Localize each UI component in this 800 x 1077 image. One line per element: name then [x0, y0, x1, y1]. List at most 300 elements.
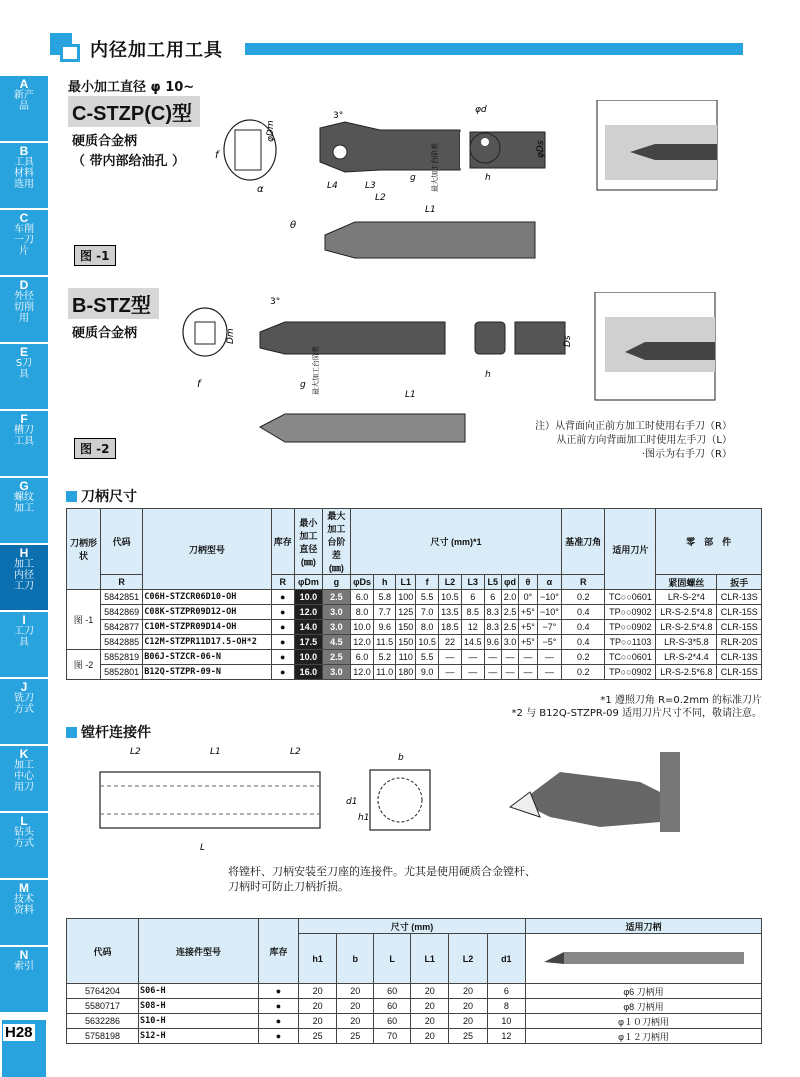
dim-cell: 5.8: [374, 590, 396, 605]
code-cell: 5764204: [67, 984, 139, 999]
th2-dim-col: L: [374, 934, 411, 984]
dim-cell: 20: [411, 984, 449, 999]
dim-cell: 7.0: [416, 605, 439, 620]
dim-cell: 12: [461, 620, 484, 635]
conn-l1-label: L1: [210, 747, 221, 757]
th-dims: 尺寸 (mm)*1: [350, 509, 561, 575]
dim-cell: 25: [337, 1029, 374, 1044]
dim-cell: 60: [374, 999, 411, 1014]
sidebar-tab-label: 新产品: [14, 90, 34, 112]
dim-cell: 10: [487, 1014, 525, 1029]
dim-cell: 150: [396, 635, 416, 650]
dim-cell: 150: [396, 620, 416, 635]
hand-notes: [535, 420, 732, 462]
dim-cell: 9.6: [374, 620, 396, 635]
insert-cell: TP○○1103: [605, 635, 656, 650]
dim-cell: 11.5: [374, 635, 396, 650]
ref-r-cell: 0.4: [562, 620, 605, 635]
ref-r-cell: 0.4: [562, 605, 605, 620]
th-screw: 紧固螺丝: [656, 575, 717, 590]
dim-cell: 8.0: [350, 605, 373, 620]
connector-caption: [228, 864, 536, 894]
code-cell: 5758198: [67, 1029, 139, 1044]
dim-cell: 20: [299, 1014, 337, 1029]
screw-cell: LR-S-2*4.4: [656, 650, 717, 665]
dim-cell: 5.5: [416, 590, 439, 605]
sidebar-tab-letter: J: [20, 680, 28, 694]
maxstep-cell: 3.0: [322, 605, 350, 620]
model-cell: S06-H: [139, 984, 259, 999]
stock-cell: ●: [259, 984, 299, 999]
dim-cell: 20: [337, 984, 374, 999]
th2-applicable: 适用刀柄: [526, 919, 762, 934]
maxstep-cell: 2.5: [322, 590, 350, 605]
page-title: 内径加工用工具: [90, 40, 223, 61]
th-code-r: R: [101, 575, 143, 590]
wrench-cell: CLR-15S: [717, 605, 762, 620]
model-cell: B06J-STZCR-06-N: [143, 650, 271, 665]
fig1-f-label: f: [215, 150, 219, 161]
th-ref-r: R: [562, 575, 605, 590]
dim-cell: —: [519, 650, 538, 665]
shape-cell: 图 -1: [67, 590, 101, 650]
fig1-ds-label: φDs: [536, 140, 546, 158]
applicable-cell: φ１０刀柄用: [526, 1014, 762, 1029]
wrench-cell: CLR-13S: [717, 590, 762, 605]
dim-cell: —: [537, 650, 561, 665]
fig1-dm-label: φDm: [266, 120, 276, 142]
th2-dim-col: h1: [299, 934, 337, 984]
header-square-outline-icon: [60, 44, 80, 62]
connector-title: 镗杆连接件: [81, 725, 151, 741]
dim-cell: 6.0: [350, 590, 373, 605]
mindia-cell: 12.0: [294, 605, 322, 620]
sidebar-tab-n[interactable]: [0, 947, 48, 1014]
fig2-g-label: g: [300, 380, 306, 390]
maxstep-cell: 3.0: [322, 665, 350, 680]
dim-cell: 8.5: [461, 605, 484, 620]
page-number: H28: [5, 1024, 33, 1041]
table-row: [67, 635, 762, 650]
model-cell: S08-H: [139, 999, 259, 1014]
sidebar-tab-letter: K: [19, 747, 29, 761]
fig1-l2-label: L2: [375, 193, 386, 203]
mindia-cell: 14.0: [294, 620, 322, 635]
dim-cell: +5°: [519, 605, 538, 620]
sidebar-tab-label: 技术资料: [14, 894, 34, 916]
dim-cell: 14.5: [461, 635, 484, 650]
table-row: [67, 620, 762, 635]
model-cell: B12Q-STZPR-09-N: [143, 665, 271, 680]
fig2-dm-label: Dm: [226, 328, 236, 344]
dim-cell: 20: [411, 1014, 449, 1029]
sidebar-tab-k[interactable]: [0, 746, 48, 813]
sidebar-tab-label: 钻头方式: [14, 827, 34, 849]
dim-cell: 5.5: [416, 650, 439, 665]
dim-cell: 6: [487, 984, 525, 999]
th-stock-r: R: [271, 575, 294, 590]
conn-l2-label: L2: [130, 747, 141, 757]
applicable-cell: φ6 刀柄用: [526, 984, 762, 999]
dim-cell: −5°: [537, 635, 561, 650]
dim-cell: 18.5: [439, 620, 462, 635]
bullet-square-icon: [66, 727, 77, 738]
insert-cell: TP○○0902: [605, 620, 656, 635]
dim-cell: 2.5: [501, 605, 518, 620]
dim-cell: 13.5: [439, 605, 462, 620]
sidebar-tab-letter: M: [19, 881, 29, 895]
insert-cell: TP○○0902: [605, 605, 656, 620]
sidebar-tab-label: 加工内径工刀: [14, 559, 34, 592]
dim-cell: 12: [487, 1029, 525, 1044]
dim-cell: 10.0: [350, 620, 373, 635]
stock-cell: ●: [259, 999, 299, 1014]
fig2-f-label: f: [197, 379, 201, 390]
ref-r-cell: 0.4: [562, 635, 605, 650]
dim-cell: —: [461, 650, 484, 665]
dim-cell: 20: [337, 1014, 374, 1029]
dim-cell: 110: [396, 650, 416, 665]
th2-dim-col: d1: [487, 934, 525, 984]
th2-dim-col: L2: [449, 934, 487, 984]
th2-model: 连接件型号: [139, 919, 259, 984]
fig1-d-label: φd: [475, 105, 487, 115]
dim-cell: 6.0: [350, 650, 373, 665]
stock-cell: ●: [271, 665, 294, 680]
dim-cell: 11.0: [374, 665, 396, 680]
code-cell: 5852819: [101, 650, 143, 665]
fig1-angle-label: 3°: [333, 111, 344, 121]
sidebar-tab-a[interactable]: [0, 76, 48, 143]
section2-desc: 硬质合金柄: [72, 326, 138, 341]
dim-cell: —: [501, 650, 518, 665]
sidebar-tab-letter: E: [19, 345, 28, 359]
th-ref: 基准刀角: [562, 509, 605, 575]
stock-cell: ●: [271, 650, 294, 665]
figure-tag-1: 图 -1: [74, 245, 116, 266]
boring-bar-icon: [534, 938, 754, 978]
th-dim-col: α: [537, 575, 561, 590]
dim-cell: +5°: [519, 620, 538, 635]
insert-cell: TC○○0601: [605, 590, 656, 605]
screw-cell: LR-S-2.5*4.8: [656, 605, 717, 620]
fig1-maxstep-label: 最大加工台阶差: [431, 143, 439, 192]
th2-dim-col: L1: [411, 934, 449, 984]
stock-cell: ●: [271, 635, 294, 650]
code-cell: 5842877: [101, 620, 143, 635]
th2-stock: 库存: [259, 919, 299, 984]
caption-line: 刀柄时可防止刀柄折损。: [228, 880, 349, 893]
cstzp-drawing: [205, 100, 780, 270]
dim-cell: −10°: [537, 605, 561, 620]
min-diameter-label: 最小加工直径 φ 10~: [68, 80, 195, 95]
table-row: [67, 590, 762, 605]
th2-code: 代码: [67, 919, 139, 984]
section1-desc: 硬质合金柄: [72, 134, 138, 149]
dim-cell: —: [484, 650, 501, 665]
section-title-cstzp: C-STZP(C)型: [68, 96, 200, 127]
connector-heading: [66, 722, 151, 742]
conn-l-label: L: [200, 843, 206, 853]
dim-cell: 20: [337, 999, 374, 1014]
dim-cell: 8.3: [484, 620, 501, 635]
dim-cell: —: [519, 665, 538, 680]
mindia-cell: 17.5: [294, 635, 322, 650]
maxstep-cell: 3.0: [322, 620, 350, 635]
dim-cell: —: [484, 665, 501, 680]
sidebar-tab-c[interactable]: [0, 210, 48, 277]
section-title-bstz: B-STZ型: [68, 288, 159, 319]
sidebar-tab-f[interactable]: [0, 411, 48, 478]
dim-cell: 60: [374, 984, 411, 999]
stock-cell: ●: [271, 590, 294, 605]
footnote-2: *2 与 B12Q-STZPR-09 适用刀片尺寸不同，敬请注意。: [511, 708, 762, 719]
dim-cell: 6: [484, 590, 501, 605]
screw-cell: LR-S-2.5*4.8: [656, 620, 717, 635]
code-cell: 5842869: [101, 605, 143, 620]
caption-line: 将镗杆、刀柄安装至刀座的连接件。尤其是使用硬质合金镗杆、: [228, 865, 536, 878]
dim-cell: 25: [299, 1029, 337, 1044]
fig1-g-label: g: [410, 173, 416, 183]
code-cell: 5580717: [67, 999, 139, 1014]
table-row: [67, 984, 762, 999]
dim-cell: —: [537, 665, 561, 680]
sidebar-tab-letter: N: [19, 948, 29, 962]
fig2-angle-label: 3°: [270, 297, 281, 307]
footnote-1: *1 遵照刀角 R=0.2mm 的标准刀片: [600, 695, 762, 706]
dim-cell: 20: [449, 1014, 487, 1029]
sidebar-tab-label: 铣刀方式: [14, 693, 34, 715]
note-line: ·图示为右手刀（R）: [641, 449, 732, 460]
th-dim-col: f: [416, 575, 439, 590]
dim-cell: 20: [411, 1029, 449, 1044]
sidebar-tab-letter: B: [19, 144, 29, 158]
sidebar-tab-label: 外径切削用: [14, 291, 34, 324]
th-dim-col: L3: [461, 575, 484, 590]
table-row: [67, 665, 762, 680]
th-parts: 零 部 件: [656, 509, 762, 575]
sidebar-tab-m[interactable]: [0, 880, 48, 947]
th-dim-col: h: [374, 575, 396, 590]
model-cell: S10-H: [139, 1014, 259, 1029]
dim-cell: 20: [299, 984, 337, 999]
dim-cell: 6: [461, 590, 484, 605]
th-dim-col: L1: [396, 575, 416, 590]
dim-cell: —: [501, 665, 518, 680]
stock-cell: ●: [259, 1029, 299, 1044]
sidebar-tab-l[interactable]: [0, 813, 48, 880]
ref-r-cell: 0.2: [562, 665, 605, 680]
mindia-cell: 10.0: [294, 650, 322, 665]
dim-cell: 20: [299, 999, 337, 1014]
insert-cell: TP○○0902: [605, 665, 656, 680]
sidebar-tab-i[interactable]: [0, 612, 48, 679]
sidebar-tab-letter: C: [19, 211, 29, 225]
th-mindia: 最小加工直径 (㎜): [294, 509, 322, 575]
dim-cell: 22: [439, 635, 462, 650]
holder-image: [526, 934, 762, 984]
dim-cell: 20: [449, 999, 487, 1014]
sidebar-tab-g[interactable]: [0, 478, 48, 545]
sidebar-tab-j[interactable]: [0, 679, 48, 746]
th-dim-col: φDs: [350, 575, 373, 590]
table1-footnotes: [512, 694, 762, 720]
wrench-cell: CLR-15S: [717, 620, 762, 635]
sidebar-tab-letter: G: [19, 479, 29, 493]
th-code: 代码: [101, 509, 143, 575]
sidebar-tab-label: 槽刀工具: [14, 425, 34, 447]
dim-cell: 3.0: [501, 635, 518, 650]
section1-desc-2: （ 带内部给油孔 ）: [72, 154, 186, 169]
conn-b-label: b: [398, 753, 404, 763]
sidebar-tab-b[interactable]: [0, 143, 48, 210]
sidebar-tab-letter: F: [20, 412, 28, 426]
table-row: [67, 999, 762, 1014]
th2-dim-col: b: [337, 934, 374, 984]
dim-cell: 60: [374, 1014, 411, 1029]
dim-cell: 8.3: [484, 605, 501, 620]
dim-cell: −7°: [537, 620, 561, 635]
conn-d1-label: d1: [346, 797, 358, 807]
fig1-l1-label: L1: [425, 205, 436, 215]
shank-dimension-table: [66, 508, 762, 680]
dim-cell: —: [439, 665, 462, 680]
applicable-cell: φ１２刀柄用: [526, 1029, 762, 1044]
dim-cell: 180: [396, 665, 416, 680]
dim-cell: 10.5: [416, 635, 439, 650]
th-dim-col: φd: [501, 575, 518, 590]
dim-cell: −10°: [537, 590, 561, 605]
sidebar-tab-letter: L: [20, 814, 28, 828]
mindia-cell: 10.0: [294, 590, 322, 605]
fig2-l1-label: L1: [405, 390, 416, 400]
dim-cell: 20: [411, 999, 449, 1014]
table-row: [67, 650, 762, 665]
fig1-l3-label: L3: [365, 181, 376, 191]
ref-r-cell: 0.2: [562, 650, 605, 665]
sidebar-tab-h[interactable]: [0, 545, 48, 612]
sidebar-tab-label: S刀具: [15, 358, 33, 380]
dim-cell: 20: [449, 984, 487, 999]
dim-cell: +5°: [519, 635, 538, 650]
stock-cell: ●: [271, 605, 294, 620]
insert-cell: TC○○0601: [605, 650, 656, 665]
wrench-cell: CLR-15S: [717, 665, 762, 680]
code-cell: 5842851: [101, 590, 143, 605]
th-mindia-sym: φDm: [294, 575, 322, 590]
fig2-ds-label: Ds: [563, 335, 573, 347]
shape-cell: 图 -2: [67, 650, 101, 680]
sidebar-tab-label: 加工中心用刀: [14, 760, 34, 793]
maxstep-cell: 2.5: [322, 650, 350, 665]
dim-cell: —: [439, 650, 462, 665]
screw-cell: LR-S-2*4: [656, 590, 717, 605]
sidebar-tab-label: 车削一刀片: [14, 224, 34, 257]
dim-cell: 9.0: [416, 665, 439, 680]
dim-cell: 10.5: [439, 590, 462, 605]
figure-tag-2: 图 -2: [74, 438, 116, 459]
fig1-alpha-label: α: [257, 184, 264, 195]
dim-cell: 100: [396, 590, 416, 605]
th-stock: 库存: [271, 509, 294, 575]
screw-cell: LR-S-2.5*6.8: [656, 665, 717, 680]
model-cell: C12M-STZPR11D17.5-OH*2: [143, 635, 271, 650]
note-line: 注）从背面向正前方加工时使用右手刀（R）: [535, 421, 732, 432]
dim-cell: 7.7: [374, 605, 396, 620]
sidebar-tab-label: 工具材料选用: [14, 157, 34, 190]
applicable-cell: φ8 刀柄用: [526, 999, 762, 1014]
th-maxstep: 最大加工台阶差 (㎜): [322, 509, 350, 575]
th-dim-col: θ: [519, 575, 538, 590]
dim-cell: 8: [487, 999, 525, 1014]
stock-cell: ●: [259, 1014, 299, 1029]
dim-cell: 125: [396, 605, 416, 620]
th-insert: 适用刀片: [605, 509, 656, 590]
th2-dims: 尺寸 (mm): [299, 919, 526, 934]
sidebar-tab-letter: H: [19, 546, 29, 560]
connector-table: [66, 918, 762, 1044]
sidebar-tab-label: 螺纹加工: [14, 492, 34, 514]
sidebar-tab-label: 工刀具: [14, 626, 34, 648]
code-cell: 5852801: [101, 665, 143, 680]
conn-l2b-label: L2: [290, 747, 301, 757]
bullet-square-icon: [66, 491, 77, 502]
dim-cell: 9.6: [484, 635, 501, 650]
th-shape: 刀柄形状: [67, 509, 101, 590]
wrench-cell: RLR-20S: [717, 635, 762, 650]
dim-cell: 12.0: [350, 635, 373, 650]
dim-cell: 0°: [519, 590, 538, 605]
maxstep-cell: 4.5: [322, 635, 350, 650]
shank-dimensions-title: 刀柄尺寸: [81, 489, 137, 505]
sidebar-tab-d[interactable]: [0, 277, 48, 344]
model-cell: C08K-STZPR09D12-OH: [143, 605, 271, 620]
dim-cell: 2.5: [501, 620, 518, 635]
wrench-cell: CLR-13S: [717, 650, 762, 665]
fig1-l4-label: L4: [327, 181, 338, 191]
ref-r-cell: 0.2: [562, 590, 605, 605]
fig1-theta-label: θ: [290, 220, 297, 231]
th-maxstep-sym: g: [322, 575, 350, 590]
fig2-maxstep-label: 最大加工台阶差: [312, 346, 320, 395]
th-dim-col: L5: [484, 575, 501, 590]
dim-cell: 12.0: [350, 665, 373, 680]
dim-cell: 2.0: [501, 590, 518, 605]
code-cell: 5632286: [67, 1014, 139, 1029]
model-cell: C06H-STZCR06D10-OH: [143, 590, 271, 605]
code-cell: 5842885: [101, 635, 143, 650]
sidebar-tab-letter: I: [22, 613, 26, 627]
model-cell: C10M-STZPR09D14-OH: [143, 620, 271, 635]
conn-h1-label: h1: [358, 813, 370, 823]
header-bar: [245, 43, 743, 55]
fig2-h-label: h: [485, 370, 491, 380]
th-model: 刀柄型号: [143, 509, 271, 590]
dim-cell: 8.0: [416, 620, 439, 635]
sidebar-tab-e[interactable]: [0, 344, 48, 411]
dim-cell: 25: [449, 1029, 487, 1044]
th-wrench: 扳手: [717, 575, 762, 590]
note-line: 从正前方向背面加工时使用左手刀（L）: [556, 435, 732, 446]
table-row: [67, 1014, 762, 1029]
table-row: [67, 605, 762, 620]
table-row: [67, 1029, 762, 1044]
model-cell: S12-H: [139, 1029, 259, 1044]
sidebar-tab-label: 索引: [14, 961, 34, 972]
screw-cell: LR-S-3*5.8: [656, 635, 717, 650]
mindia-cell: 16.0: [294, 665, 322, 680]
connector-drawing: [80, 742, 680, 862]
